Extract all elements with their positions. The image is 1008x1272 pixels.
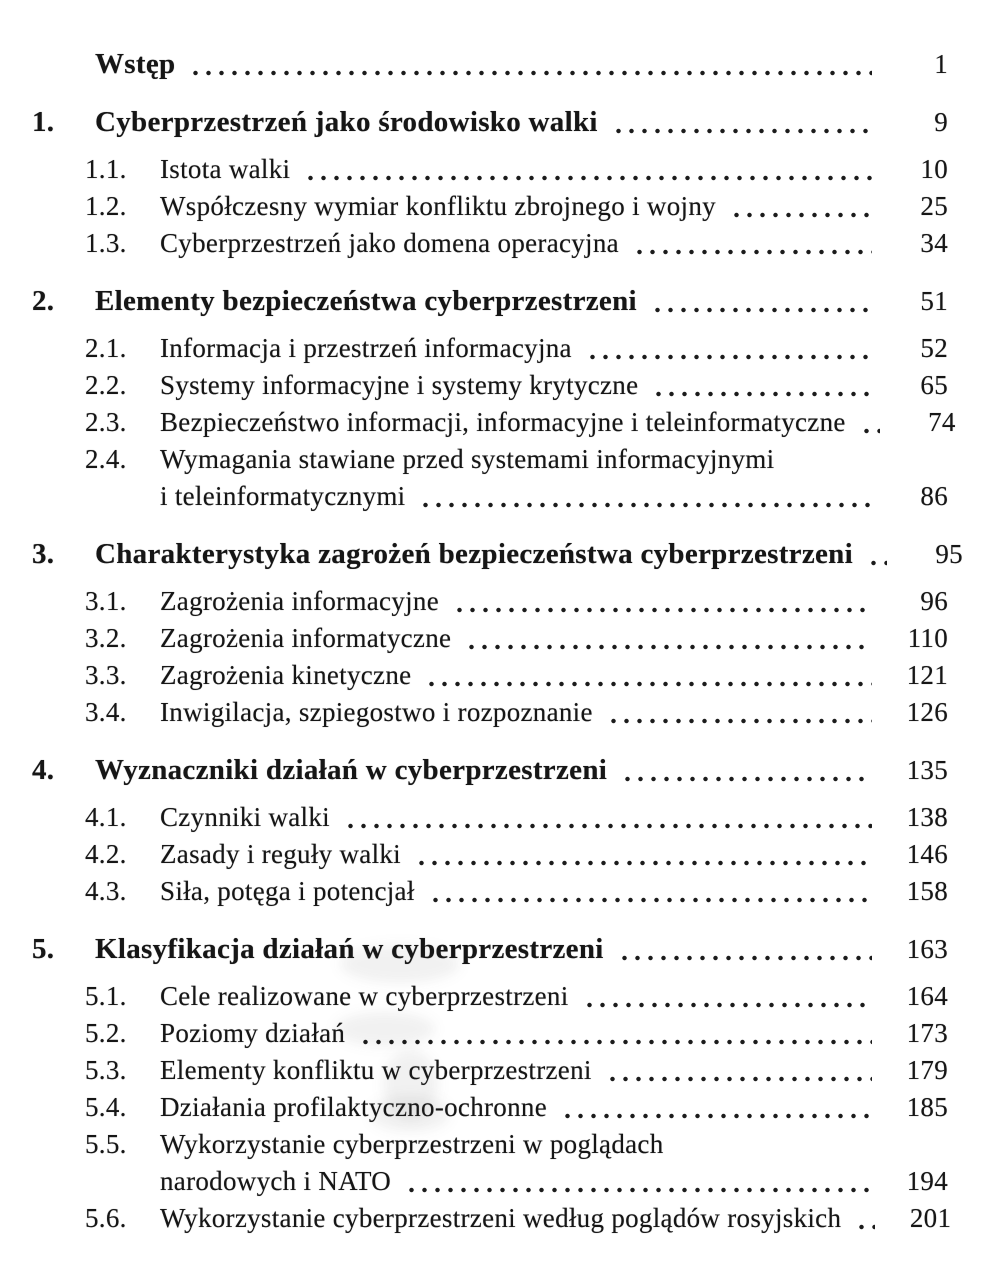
entry-title: Zagrożenia kinetyczne <box>160 660 412 690</box>
entry-title: Cele realizowane w cyberprzestrzeni <box>160 981 569 1011</box>
toc-entry-continuation <box>32 1163 948 1200</box>
page-number: 146 <box>906 839 948 869</box>
dot-leader <box>607 718 872 724</box>
entry-title: Cyberprzestrzeń jako środowisko walki <box>95 106 598 138</box>
entry-number: 1.1. <box>85 154 127 184</box>
page-number: 25 <box>920 191 948 221</box>
toc-entry <box>32 1200 952 1237</box>
toc-entry <box>32 188 948 225</box>
entry-title: Cyberprzestrzeń jako domena operacyjna <box>160 228 619 258</box>
dot-leader <box>860 428 880 434</box>
toc-entry <box>32 225 948 262</box>
page-number: 86 <box>920 481 948 511</box>
dot-leader <box>189 70 872 76</box>
dot-leader <box>429 897 872 903</box>
dot-leader <box>583 1002 872 1008</box>
entry-number: 5.5. <box>85 1129 127 1159</box>
page-number: 110 <box>907 623 948 653</box>
toc-section-heading <box>32 104 948 141</box>
dot-leader <box>415 860 872 866</box>
toc-entry <box>32 1089 948 1126</box>
entry-title: Wyznaczniki działań w cyberprzestrzeni <box>95 754 608 786</box>
dot-leader <box>612 128 872 134</box>
dot-leader <box>419 502 872 508</box>
dot-leader <box>651 307 872 313</box>
entry-number: 3. <box>32 538 55 570</box>
dot-leader <box>855 1224 875 1230</box>
toc-entry <box>32 978 948 1015</box>
page-number: 96 <box>920 586 948 616</box>
page-number: 10 <box>920 154 948 184</box>
dot-leader <box>405 1187 872 1193</box>
page-number: 163 <box>906 934 948 964</box>
entry-number: 2.2. <box>85 370 127 400</box>
entry-title: Elementy konfliktu w cyberprzestrzeni <box>160 1055 592 1085</box>
entry-title: Informacja i przestrzeń informacyjna <box>160 333 572 363</box>
entry-number: 5.4. <box>85 1092 127 1122</box>
entry-title: Systemy informacyjne i systemy krytyczne <box>160 370 639 400</box>
toc-entry <box>32 836 948 873</box>
page-number: 179 <box>906 1055 948 1085</box>
entry-title: Siła, potęga i potencjał <box>160 876 415 906</box>
entry-number: 3.1. <box>85 586 127 616</box>
dot-leader <box>618 955 872 961</box>
entry-number: 4.2. <box>85 839 127 869</box>
entry-title: Klasyfikacja działań w cyberprzestrzeni <box>95 933 604 965</box>
toc-entry <box>32 694 948 731</box>
page-number: 194 <box>906 1166 948 1196</box>
dot-leader <box>465 644 872 650</box>
entry-number: 5.3. <box>85 1055 127 1085</box>
page-number: 201 <box>909 1203 952 1233</box>
page-number: 135 <box>906 755 948 785</box>
entry-number: 2.3. <box>85 407 127 437</box>
dot-leader <box>652 391 872 397</box>
page-number: 74 <box>928 407 956 437</box>
entry-title: Wykorzystanie cyberprzestrzeni według poglądów rosyjskich <box>160 1203 842 1233</box>
page-number: 158 <box>906 876 948 906</box>
dot-leader <box>304 175 872 181</box>
toc-entry <box>32 441 948 478</box>
toc-entry <box>32 583 948 620</box>
toc-entry <box>32 1015 948 1052</box>
page-number: 121 <box>906 660 948 690</box>
entry-title-continuation: i teleinformatycznymi <box>160 481 406 511</box>
page-number: 126 <box>906 697 948 727</box>
entry-title: Wstęp <box>95 48 176 80</box>
toc-entry <box>32 1126 948 1163</box>
entry-title: Czynniki walki <box>160 802 330 832</box>
dot-leader <box>359 1039 872 1045</box>
entry-number: 2.1. <box>85 333 127 363</box>
toc-entry-front-matter <box>32 46 948 83</box>
entry-number: 2.4. <box>85 444 127 474</box>
toc-entry <box>32 330 948 367</box>
entry-number: 3.4. <box>85 697 127 727</box>
entry-number: 2. <box>32 285 55 317</box>
entry-number: 3.3. <box>85 660 127 690</box>
entry-title: Inwigilacja, szpiegostwo i rozpoznanie <box>160 697 593 727</box>
toc-entry <box>32 799 948 836</box>
page-number: 173 <box>906 1018 948 1048</box>
page-number: 51 <box>920 286 948 316</box>
toc-entry <box>32 151 948 188</box>
toc-entry <box>32 404 956 441</box>
toc-section-heading <box>32 752 948 789</box>
page-number: 65 <box>920 370 948 400</box>
entry-title: Elementy bezpieczeństwa cyberprzestrzeni <box>95 285 637 317</box>
dot-leader <box>425 681 872 687</box>
dot-leader <box>867 560 887 566</box>
page-number: 52 <box>920 333 948 363</box>
entry-title: Wykorzystanie cyberprzestrzeni w poglądach <box>160 1129 664 1159</box>
dot-leader <box>606 1076 872 1082</box>
page-number: 185 <box>906 1092 948 1122</box>
toc-entry-continuation <box>32 478 948 515</box>
toc-entry <box>32 657 948 694</box>
entry-number: 1.3. <box>85 228 127 258</box>
entry-number: 3.2. <box>85 623 127 653</box>
toc-entry <box>32 1052 948 1089</box>
toc-entry <box>32 367 948 404</box>
entry-title: Zasady i reguły walki <box>160 839 401 869</box>
toc-section-heading <box>32 283 948 320</box>
dot-leader <box>453 607 872 613</box>
entry-number: 4.1. <box>85 802 127 832</box>
entry-number: 5.6. <box>85 1203 127 1233</box>
page-number: 9 <box>934 107 948 137</box>
entry-title: Zagrożenia informatyczne <box>160 623 452 653</box>
toc-entry <box>32 620 948 657</box>
entry-number: 1.2. <box>85 191 127 221</box>
entry-title: Poziomy działań <box>160 1018 346 1048</box>
entry-title: Istota walki <box>160 154 291 184</box>
toc-section-heading <box>32 931 948 968</box>
dot-leader <box>586 354 872 360</box>
entry-title-continuation: narodowych i NATO <box>160 1166 392 1196</box>
entry-number: 4. <box>32 754 55 786</box>
page-number: 95 <box>935 539 963 569</box>
page-number: 34 <box>920 228 948 258</box>
entry-number: 1. <box>32 106 55 138</box>
page-number: 164 <box>906 981 948 1011</box>
entry-number: 5.1. <box>85 981 127 1011</box>
entry-title: Bezpieczeństwo informacji, informacyjne i teleinformatyczne <box>160 407 846 437</box>
entry-number: 4.3. <box>85 876 127 906</box>
toc-section-heading <box>32 536 963 573</box>
entry-title: Współczesny wymiar konfliktu zbrojnego i wojny <box>160 191 716 221</box>
entry-title: Charakterystyka zagrożeń bezpieczeństwa cyberprzestrzeni <box>95 538 853 570</box>
dot-leader <box>621 776 872 782</box>
entry-number: 5. <box>32 933 55 965</box>
entry-title: Działania profilaktyczno-ochronne <box>160 1092 547 1122</box>
page-number: 138 <box>906 802 948 832</box>
dot-leader <box>344 823 872 829</box>
entry-title: Zagrożenia informacyjne <box>160 586 440 616</box>
dot-leader <box>730 212 872 218</box>
dot-leader <box>633 249 872 255</box>
dot-leader <box>561 1113 872 1119</box>
entry-number: 5.2. <box>85 1018 127 1048</box>
toc-entry <box>32 873 948 910</box>
entry-title: Wymagania stawiane przed systemami informacyjnymi <box>160 444 775 474</box>
page-number: 1 <box>934 49 948 79</box>
